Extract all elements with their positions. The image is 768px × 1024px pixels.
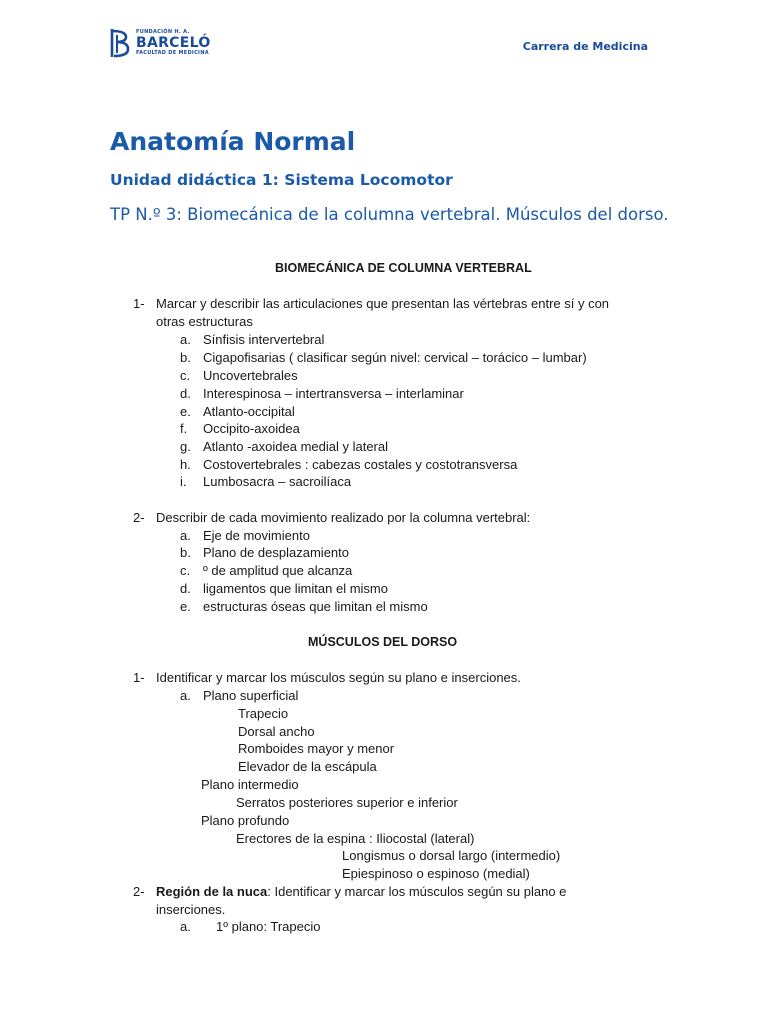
list-item: ligamentos que limitan el mismo bbox=[203, 581, 388, 596]
muscle-item: Elevador de la escápula bbox=[238, 759, 377, 774]
list-letter: c. bbox=[180, 368, 191, 383]
logo-foundation: FUNDACIÓN H. A. bbox=[136, 29, 190, 35]
question-text: Marcar y describir las articulaciones que presentan las vértebras entre sí y con bbox=[156, 296, 610, 311]
list-item: Sínfisis intervertebral bbox=[203, 332, 325, 347]
question-number: 1- bbox=[133, 296, 145, 311]
tp-title: TP N.º 3: Biomecánica de la columna vertebral. Músculos del dorso. bbox=[110, 205, 669, 224]
list-item: Atlanto-occipital bbox=[203, 404, 295, 419]
list-item: Cigapofisarias ( clasificar según nivel: cervical – torácico – lumbar) bbox=[203, 350, 587, 365]
list-letter: e. bbox=[180, 599, 191, 614]
list-letter: c. bbox=[180, 563, 191, 578]
muscle-subitem: Epiespinoso o espinoso (medial) bbox=[342, 866, 530, 881]
section-heading-biomecanica: BIOMECÁNICA DE COLUMNA VERTEBRAL bbox=[275, 261, 532, 275]
list-item: 1º plano: Trapecio bbox=[216, 919, 321, 934]
career-label: Carrera de Medicina bbox=[522, 40, 648, 53]
barcelo-logo-icon bbox=[108, 27, 132, 59]
muscle-item: Dorsal ancho bbox=[238, 724, 315, 739]
question-text: Identificar y marcar los músculos según su plano e inserciones. bbox=[156, 670, 521, 685]
plane-label: Plano profundo bbox=[201, 813, 290, 828]
list-letter: a. bbox=[180, 528, 191, 543]
list-item: Lumbosacra – sacroilíaca bbox=[203, 474, 352, 489]
list-letter: b. bbox=[180, 350, 191, 365]
question-text: otras estructuras bbox=[156, 314, 253, 329]
muscle-item: Erectores de la espina : Iliocostal (lateral) bbox=[236, 831, 475, 846]
question-text-rest: : Identificar y marcar los músculos según su plano e bbox=[267, 884, 567, 899]
question-text bbox=[156, 884, 566, 899]
unit-subtitle: Unidad didáctica 1: Sistema Locomotor bbox=[110, 171, 453, 189]
muscle-item: Romboides mayor y menor bbox=[238, 741, 395, 756]
question-number: 2- bbox=[133, 884, 145, 899]
list-letter: a. bbox=[180, 332, 191, 347]
page-title: Anatomía Normal bbox=[110, 127, 356, 156]
list-item: Interespinosa – intertransversa – interlaminar bbox=[203, 386, 464, 401]
list-item: estructuras óseas que limitan el mismo bbox=[203, 599, 428, 614]
plane-label: Plano intermedio bbox=[201, 777, 299, 792]
list-letter: e. bbox=[180, 404, 191, 419]
question-number: 1- bbox=[133, 670, 145, 685]
list-letter: b. bbox=[180, 545, 191, 560]
list-item: Atlanto -axoidea medial y lateral bbox=[203, 439, 388, 454]
section-heading-musculos: MÚSCULOS DEL DORSO bbox=[308, 635, 458, 649]
list-item: Plano de desplazamiento bbox=[203, 545, 349, 560]
list-letter: i. bbox=[180, 474, 187, 489]
list-letter: g. bbox=[180, 439, 191, 454]
list-item: º de amplitud que alcanza bbox=[203, 563, 353, 578]
list-item: Plano superficial bbox=[203, 688, 299, 703]
list-item: Uncovertebrales bbox=[203, 368, 298, 383]
muscle-item: Trapecio bbox=[238, 706, 289, 721]
logo-faculty: FACULTAD DE MEDICINA bbox=[136, 50, 209, 56]
list-letter: a. bbox=[180, 919, 191, 934]
list-letter: f. bbox=[180, 421, 188, 436]
list-item: Eje de movimiento bbox=[203, 528, 310, 543]
muscle-item: Serratos posteriores superior e inferior bbox=[236, 795, 458, 810]
list-letter: d. bbox=[180, 386, 191, 401]
question-text: Describir de cada movimiento realizado por la columna vertebral: bbox=[156, 510, 531, 525]
logo-name: BARCELÓ bbox=[136, 35, 211, 51]
list-item: Costovertebrales : cabezas costales y costotransversa bbox=[203, 457, 518, 472]
region-label: Región de la nuca bbox=[156, 884, 268, 899]
barcelo-logo bbox=[108, 27, 211, 59]
question-number: 2- bbox=[133, 510, 145, 525]
list-letter: d. bbox=[180, 581, 191, 596]
muscle-subitem: Longismus o dorsal largo (intermedio) bbox=[342, 848, 561, 863]
list-letter: h. bbox=[180, 457, 191, 472]
question-text: inserciones. bbox=[156, 902, 226, 917]
list-letter: a. bbox=[180, 688, 191, 703]
list-item: Occipito-axoidea bbox=[203, 421, 300, 436]
